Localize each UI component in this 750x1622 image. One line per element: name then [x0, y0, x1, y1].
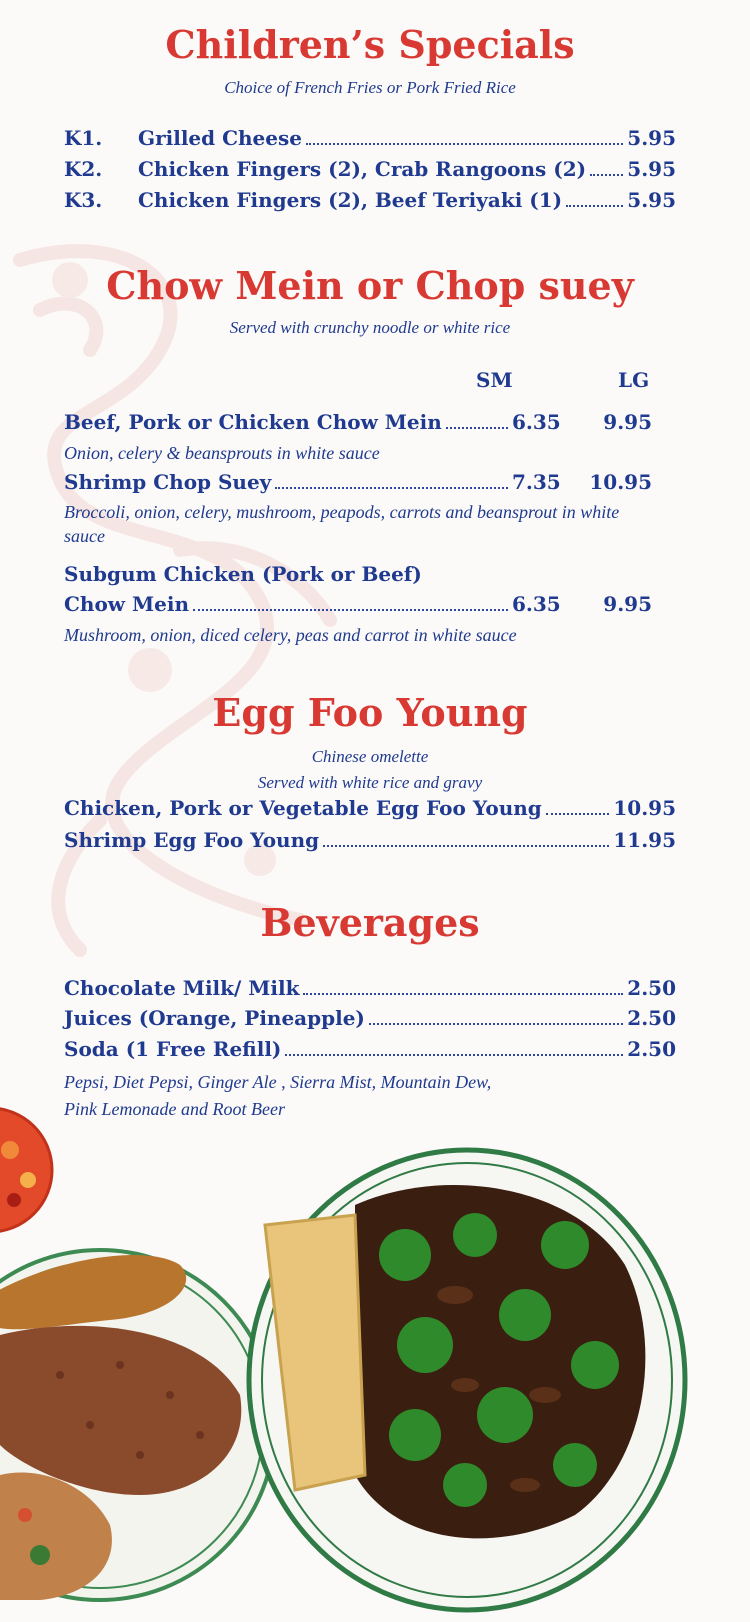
section-subtitle: Chinese omelette: [311, 747, 429, 766]
item-price-lg: 9.95: [603, 410, 652, 434]
item-code: K2.: [64, 157, 103, 181]
menu-item: [64, 976, 676, 1006]
item-price: 5.95: [627, 157, 676, 181]
menu-item: [64, 157, 676, 187]
item-name: Soda (1 Free Refill): [64, 1037, 282, 1061]
menu-item: [64, 410, 652, 440]
item-description: Mushroom, onion, diced celery, peas and carrot in white sauce: [64, 625, 517, 645]
side-dish-photo-icon: [0, 1100, 60, 1240]
item-price: 2.50: [627, 1037, 676, 1061]
item-name: Shrimp Chop Suey: [64, 470, 272, 494]
menu-item: [64, 126, 676, 156]
item-price-sm: 6.35: [512, 592, 561, 616]
item-price: 10.95: [613, 796, 676, 820]
item-code: K1.: [64, 126, 103, 150]
item-name: Chow Mein: [64, 592, 189, 616]
dot-leader: [369, 1023, 623, 1025]
menu-item: [64, 188, 676, 218]
item-description: Pepsi, Diet Pepsi, Ginger Ale , Sierra Mist, Mountain Dew,: [64, 1072, 492, 1092]
section-title-beverages: Beverages: [260, 900, 480, 945]
item-name: Grilled Cheese: [138, 126, 302, 150]
item-name: Chicken Fingers (2), Crab Rangoons (2): [138, 157, 587, 181]
menu-item: [64, 1006, 676, 1036]
menu-item: [64, 1037, 676, 1067]
item-price-lg: 10.95: [589, 470, 652, 494]
dot-leader: [546, 813, 610, 815]
dot-leader: [303, 993, 623, 995]
item-name: Beef, Pork or Chicken Chow Mein: [64, 410, 442, 434]
dot-leader: [566, 205, 623, 207]
dot-leader: [590, 174, 623, 176]
item-price-lg: 9.95: [603, 592, 652, 616]
dot-leader: [275, 487, 508, 489]
item-price-sm: 7.35: [512, 470, 561, 494]
item-price: 11.95: [613, 828, 676, 852]
dot-leader: [446, 427, 508, 429]
section-title-childrens-specials: Children’s Specials: [165, 22, 575, 67]
menu-item: [64, 796, 676, 826]
item-description: Pink Lemonade and Root Beer: [64, 1099, 285, 1119]
section-title-chow-mein: Chow Mein or Chop suey: [106, 263, 634, 308]
item-price-sm: 6.35: [512, 410, 561, 434]
item-price: 2.50: [627, 976, 676, 1000]
beef-broccoli-plate-photo-icon: [245, 1145, 690, 1615]
item-name: Chocolate Milk/ Milk: [64, 976, 300, 1000]
menu-item-name-line: [64, 562, 652, 592]
menu-item: [64, 470, 652, 500]
column-header-sm: SM: [476, 368, 513, 392]
item-name: Chicken, Pork or Vegetable Egg Foo Young: [64, 796, 542, 820]
menu-item: [64, 828, 676, 858]
dot-leader: [306, 143, 623, 145]
item-name: Chicken Fingers (2), Beef Teriyaki (1): [138, 188, 563, 212]
item-description: Onion, celery & beansprouts in white sauce: [64, 443, 380, 463]
item-price: 5.95: [627, 188, 676, 212]
section-title-egg-foo-young: Egg Foo Young: [212, 690, 528, 735]
item-code: K3.: [64, 188, 103, 212]
menu-item: [64, 592, 652, 622]
fried-rice-plate-photo-icon: [0, 1225, 280, 1610]
item-price: 5.95: [627, 126, 676, 150]
item-price: 2.50: [627, 1006, 676, 1030]
section-subtitle: Choice of French Fries or Pork Fried Rice: [224, 78, 516, 97]
section-subtitle: Served with white rice and gravy: [257, 773, 483, 792]
item-name: Subgum Chicken (Pork or Beef): [64, 562, 422, 586]
dot-leader: [323, 845, 609, 847]
item-name: Juices (Orange, Pineapple): [64, 1006, 365, 1030]
item-name: Shrimp Egg Foo Young: [64, 828, 320, 852]
column-header-lg: LG: [618, 368, 650, 392]
item-description: Broccoli, onion, celery, mushroom, peapods, carrots and beansprout in white sauce: [64, 502, 620, 546]
dot-leader: [193, 609, 508, 611]
section-subtitle: Served with crunchy noodle or white rice: [229, 318, 511, 337]
dot-leader: [285, 1054, 623, 1056]
